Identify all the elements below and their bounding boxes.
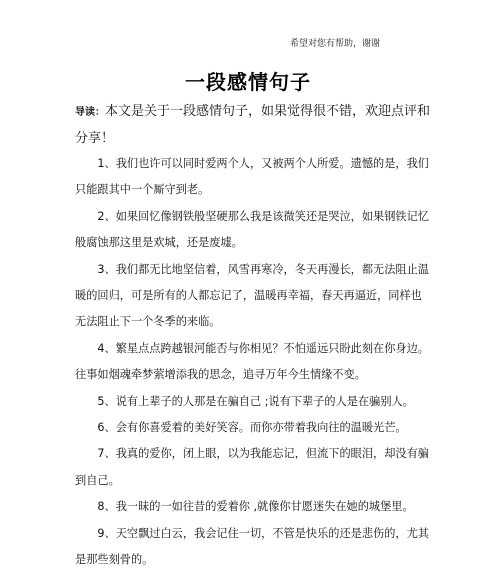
document-body bbox=[75, 151, 430, 574]
intro-paragraph bbox=[75, 99, 430, 152]
document-title: 一段感情句子 bbox=[185, 70, 311, 94]
paragraph-8: 8、我一昧的一如往昔的爱着你 ,就像你甘愿迷失在她的城堡里。 bbox=[97, 500, 414, 514]
intro-text: 本文是关于一段感情句子，如果觉得很不错，欢迎点评和分享！ bbox=[75, 104, 431, 146]
paragraph-5: 5、说有上辈子的人那是在骗自己 ;说有下辈子的人是在骗别人。 bbox=[97, 394, 414, 408]
paragraph-7: 7、我真的爱你，闭上眼，以为我能忘记，但流下的眼泪，却没有骗到自己。 bbox=[75, 447, 429, 487]
paragraph-1: 1、我们也许可以同时爱两个人，又被两个人所爱。遗憾的是，我们只能跟其中一个厮守到老。 bbox=[75, 157, 429, 197]
paragraph-6: 6、会有你喜爱着的美好笑容。而你亦带着我向往的温暖光芒。 bbox=[97, 421, 407, 435]
paragraph-2: 2、如果回忆像钢铁般坚硬那么我是该微笑还是哭泣，如果钢铁记忆般腐蚀那这里是欢城，还是废墟。 bbox=[75, 209, 429, 250]
paragraph-3: 3、我们都无比地坚信着，风雪再寒冷，冬天再漫长，都无法阻止温暖的回归，可是所有的人都忘记了，温暖再幸福，春天再逼近，同样也无法阻止下一个冬季的来临。 bbox=[75, 262, 429, 329]
paragraph-4: 4、繁星点点跨越银河能否与你相见？不怕遥远只盼此刻在你身边。往事如烟魂牵梦萦增添我的思念，追寻万年今生情缘不变。 bbox=[75, 341, 429, 382]
header-note: 希望对您有帮助，谢谢 bbox=[289, 39, 380, 49]
intro-label: 导读： bbox=[75, 107, 105, 118]
paragraph-9: 9、天空飘过白云，我会记住一切，不管是快乐的还是悲伤的，尤其是那些刻骨的。 bbox=[75, 526, 429, 567]
